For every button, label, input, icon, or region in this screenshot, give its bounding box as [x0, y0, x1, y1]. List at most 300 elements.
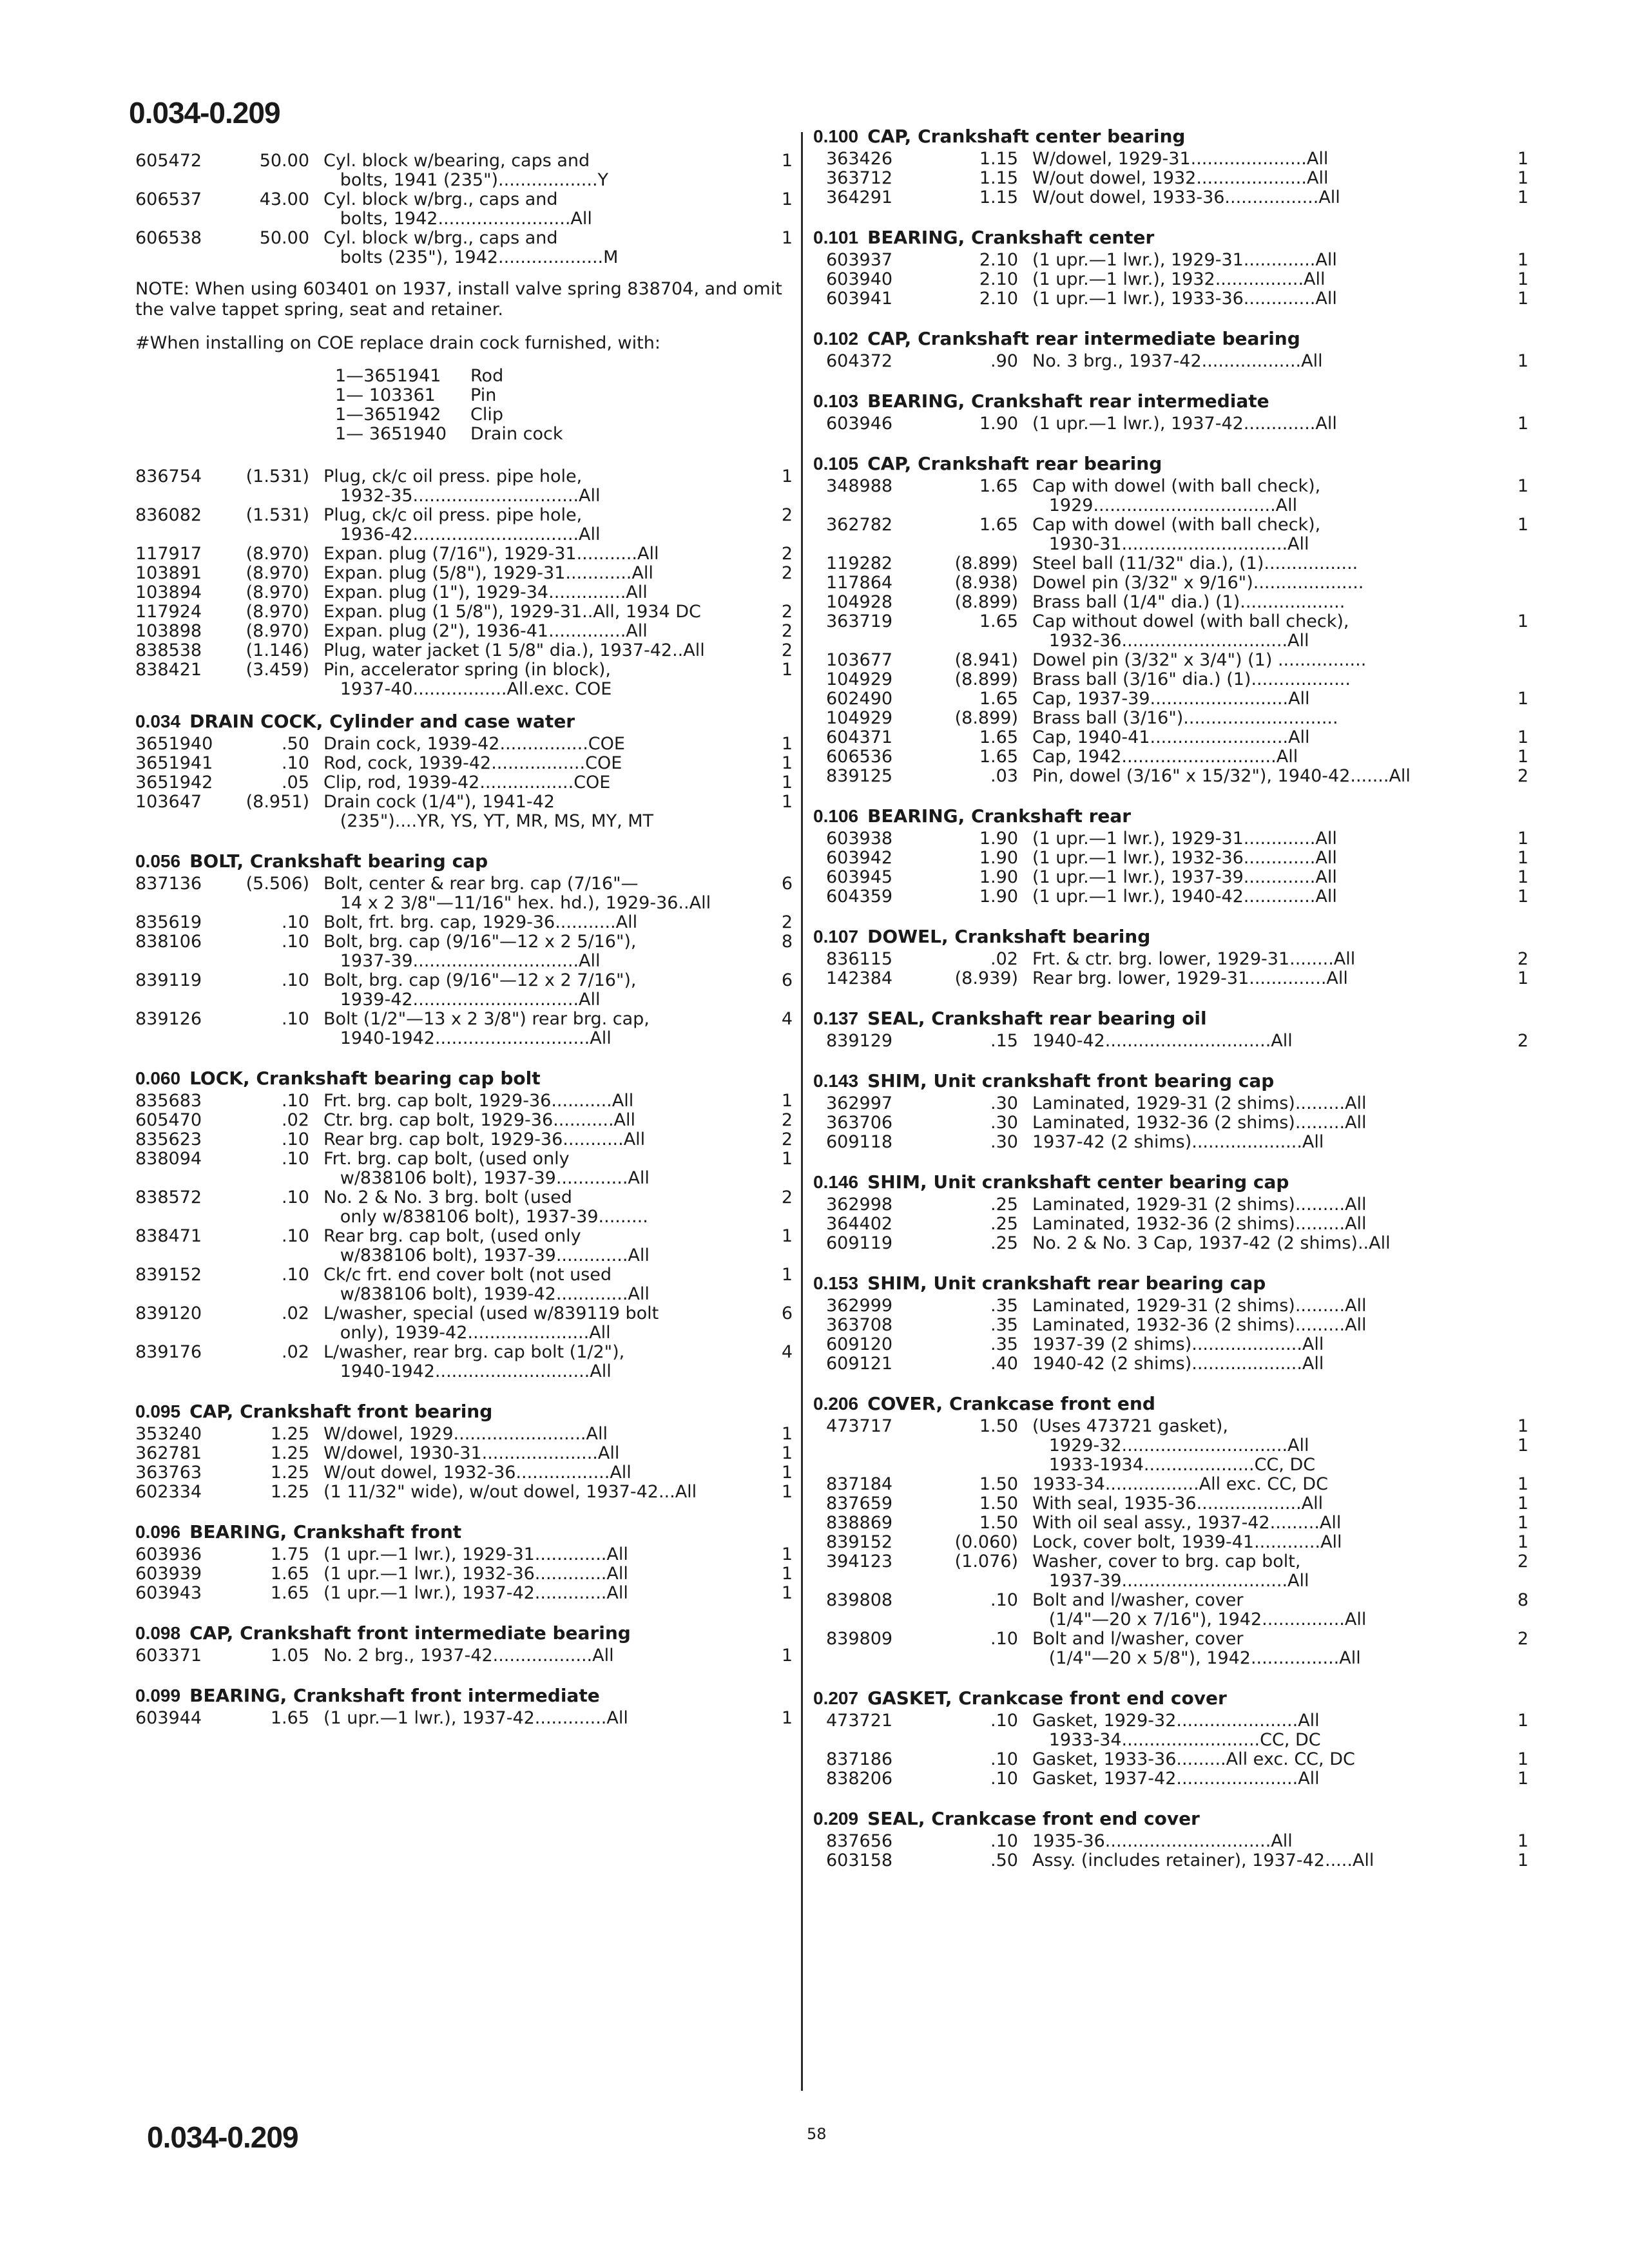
section-title: CAP, Crankshaft center bearing: [867, 126, 1186, 147]
part-row: [813, 1533, 1528, 1552]
part-quantity: 2: [781, 563, 793, 583]
part-price: 43.00: [259, 189, 309, 209]
part-price: 1.75: [270, 1544, 309, 1564]
part-number: 362782: [826, 515, 893, 535]
part-quantity: [1477, 573, 1528, 593]
install-item-name: Rod: [470, 366, 504, 386]
section-0-207: [813, 1687, 1528, 1789]
part-row: [813, 169, 1528, 188]
section-0-098: [135, 1622, 793, 1666]
part-quantity: 1: [1517, 611, 1528, 631]
part-description: Washer, cover to brg. cap bolt, 1937-39..............................All: [1032, 1552, 1309, 1591]
part-row: [135, 1584, 793, 1603]
part-description: No. 3 brg., 1937-42..................All: [1032, 351, 1323, 371]
part-quantity: 1: [781, 1424, 793, 1444]
section-number: 0.137: [813, 1008, 859, 1028]
part-row: [813, 728, 1528, 747]
page-range-header: 0.034-0.209: [129, 96, 280, 130]
part-description: Expan. plug (7/16"), 1929-31...........All: [323, 544, 659, 564]
part-quantity: 8: [781, 932, 793, 952]
part-number: 837184: [826, 1474, 893, 1494]
section-heading: [813, 328, 1528, 349]
part-row: [813, 1629, 1528, 1668]
part-quantity: 2: [781, 912, 793, 932]
section-0-107: [813, 926, 1528, 988]
part-price: .25: [990, 1195, 1018, 1215]
cylinder-block-rows: [135, 151, 793, 267]
part-row: [813, 1552, 1528, 1591]
install-item-name: Pin: [470, 385, 497, 405]
part-number: 117924: [135, 602, 202, 622]
section-heading: [813, 126, 1528, 147]
part-row: [813, 829, 1528, 849]
section-number: 0.143: [813, 1071, 859, 1091]
part-price: (8.939): [954, 968, 1018, 988]
part-price: .90: [990, 351, 1018, 371]
part-number: 473717: [826, 1416, 893, 1436]
part-quantity: 2: [781, 505, 793, 525]
part-price: .10: [282, 1265, 309, 1285]
part-row: [813, 1133, 1528, 1152]
part-number: 362997: [826, 1093, 893, 1113]
part-row: [813, 289, 1528, 309]
part-quantity: 1: [781, 660, 793, 680]
part-price: .30: [990, 1113, 1018, 1133]
part-quantity: 2: [1517, 1552, 1528, 1571]
part-description: Pin, accelerator spring (in block), 1937-40.................All.exc. COE: [323, 660, 612, 699]
part-price: (8.970): [246, 602, 309, 622]
part-price: .02: [282, 1110, 309, 1130]
part-number: 603937: [826, 250, 893, 270]
part-description: Bolt (1/2"—13 x 2 3/8") rear brg. cap, 1940-1942............................All: [323, 1009, 650, 1048]
part-description: With oil seal assy., 1937-42.........All: [1032, 1513, 1342, 1533]
section-heading: [813, 926, 1528, 947]
part-description: W/out dowel, 1932-36.................All: [323, 1463, 631, 1483]
part-row: [135, 913, 793, 932]
part-quantity: 1: [781, 1564, 793, 1584]
part-quantity: [1477, 651, 1528, 670]
part-number: 839809: [826, 1629, 893, 1649]
part-row: [135, 622, 793, 641]
part-description: Clip, rod, 1939-42.................COE: [323, 773, 611, 793]
part-number: 609121: [826, 1354, 893, 1374]
section-number: 0.100: [813, 126, 859, 146]
part-number: 836115: [826, 949, 893, 969]
part-number: 603946: [826, 414, 893, 434]
part-number: 837136: [135, 874, 202, 894]
part-description: 1940-42..............................All: [1032, 1031, 1293, 1051]
part-price: (8.970): [246, 563, 309, 583]
part-description: Gasket, 1933-36.........All exc. CC, DC: [1032, 1749, 1355, 1769]
section-0-034: [135, 711, 793, 831]
part-description: (1 upr.—1 lwr.), 1932-36.............All: [323, 1564, 628, 1584]
part-price: 2.10: [979, 289, 1018, 309]
install-item-name: Drain cock: [470, 424, 563, 444]
part-number: 3651940: [135, 734, 213, 754]
part-row: [813, 1335, 1528, 1354]
part-row: [135, 1564, 793, 1584]
part-price: 1.25: [270, 1443, 309, 1463]
section-title: CAP, Crankshaft front bearing: [189, 1401, 493, 1422]
part-description: 1935-36..............................All: [1032, 1831, 1293, 1851]
part-row: [813, 1113, 1528, 1133]
part-quantity: 1: [781, 1708, 793, 1728]
install-item-name: Clip: [470, 405, 503, 425]
part-price: .10: [282, 1149, 309, 1169]
part-quantity: 1: [781, 1443, 793, 1463]
section-title: SHIM, Unit crankshaft front bearing cap: [867, 1070, 1275, 1091]
section-heading: [813, 453, 1528, 474]
part-quantity: 1: [781, 1091, 793, 1111]
section-number: 0.107: [813, 927, 859, 947]
part-quantity: 1: [1517, 689, 1528, 709]
section-0-105: [813, 453, 1528, 786]
part-row: [813, 554, 1528, 573]
part-price: 1.65: [979, 476, 1018, 496]
part-quantity: 6: [781, 1303, 793, 1323]
part-row: [813, 969, 1528, 988]
part-row: [813, 612, 1528, 651]
part-row: [813, 651, 1528, 670]
part-number: 602490: [826, 689, 893, 709]
part-description: (1 upr.—1 lwr.), 1932................All: [1032, 269, 1325, 289]
part-quantity: 6: [781, 970, 793, 990]
part-row: [813, 1417, 1528, 1475]
part-quantity: 2: [1517, 766, 1528, 786]
part-description: Frt. brg. cap bolt, 1929-36...........All: [323, 1091, 634, 1111]
part-description: Rod, cock, 1939-42.................COE: [323, 753, 622, 773]
section-number: 0.103: [813, 391, 859, 411]
part-number: 603943: [135, 1583, 202, 1603]
section-heading: [813, 1808, 1528, 1829]
part-number: 839120: [135, 1303, 202, 1323]
section-number: 0.106: [813, 806, 859, 826]
part-description: Rear brg. lower, 1929-31..............All: [1032, 968, 1348, 988]
part-price: .05: [282, 773, 309, 793]
part-quantity: 1: [781, 792, 793, 812]
part-price: 1.25: [270, 1424, 309, 1444]
part-row: [135, 602, 793, 622]
part-description: No. 2 & No. 3 brg. bolt (used only w/838106 bolt), 1937-39.........: [323, 1187, 648, 1227]
section-title: BEARING, Crankshaft front intermediate: [189, 1685, 600, 1706]
section-title: BEARING, Crankshaft center: [867, 227, 1155, 248]
part-price: (8.970): [246, 544, 309, 564]
part-number: 835683: [135, 1091, 202, 1111]
section-heading: [135, 1401, 793, 1422]
part-price: 1.05: [270, 1646, 309, 1666]
section-0-095: [135, 1401, 793, 1502]
part-price: 1.65: [979, 689, 1018, 709]
part-price: (8.941): [954, 650, 1018, 670]
section-0-209: [813, 1808, 1528, 1870]
part-row: [135, 229, 793, 267]
install-item: [335, 405, 793, 425]
part-description: With seal, 1935-36...................All: [1032, 1494, 1324, 1514]
part-price: .10: [282, 753, 309, 773]
part-price: .10: [282, 1009, 309, 1029]
part-quantity: 1: [1517, 476, 1528, 496]
part-number: 605472: [135, 151, 202, 171]
part-quantity: [1477, 1195, 1528, 1215]
part-price: .10: [990, 1590, 1018, 1610]
part-description: Laminated, 1932-36 (2 shims).........All: [1032, 1214, 1367, 1234]
section-heading: [813, 1070, 1528, 1091]
part-quantity: [1477, 1296, 1528, 1316]
part-description: Cap without dowel (with ball check), 1932-36..............................All: [1032, 611, 1349, 651]
part-quantity: 1: [781, 1583, 793, 1603]
part-number: 394123: [826, 1552, 893, 1571]
part-quantity: [1477, 1215, 1528, 1234]
part-price: (1.531): [246, 505, 309, 525]
part-number: 839808: [826, 1590, 893, 1610]
part-quantity: [1477, 709, 1528, 728]
part-description: L/washer, special (used w/839119 bolt only), 1939-42......................All: [323, 1303, 659, 1343]
part-price: 1.65: [979, 611, 1018, 631]
part-price: .30: [990, 1132, 1018, 1152]
part-quantity: 6: [781, 874, 793, 894]
section-heading: [813, 1687, 1528, 1709]
part-number: 604372: [826, 351, 893, 371]
part-price: (5.506): [246, 874, 309, 894]
section-number: 0.207: [813, 1688, 859, 1708]
part-quantity: [747, 583, 793, 602]
part-row: [135, 874, 793, 913]
part-quantity: 1: [781, 1265, 793, 1285]
part-price: .15: [990, 1031, 1018, 1051]
part-price: 1.15: [979, 168, 1018, 188]
part-row: [813, 188, 1528, 207]
part-number: 838421: [135, 660, 202, 680]
part-row: [135, 735, 793, 754]
part-number: 103894: [135, 582, 202, 602]
part-price: 1.50: [979, 1513, 1018, 1533]
section-title: SEAL, Crankcase front end cover: [867, 1808, 1200, 1829]
part-quantity: 2: [781, 602, 793, 622]
part-quantity: 1: [781, 734, 793, 754]
part-number: 839152: [135, 1265, 202, 1285]
part-price: 1.25: [270, 1463, 309, 1483]
part-number: 603936: [135, 1544, 202, 1564]
part-price: .40: [990, 1354, 1018, 1374]
part-price: .50: [990, 1850, 1018, 1870]
part-price: .10: [282, 1187, 309, 1207]
part-price: .50: [282, 734, 309, 754]
part-description: Bolt and l/washer, cover (1/4"—20 x 7/16"), 1942...............All: [1032, 1590, 1367, 1629]
part-quantity: 1: [1517, 1831, 1528, 1851]
part-price: 1.90: [979, 887, 1018, 907]
part-number: 609119: [826, 1233, 893, 1253]
section-0-100: [813, 126, 1528, 207]
part-price: .10: [282, 932, 309, 952]
part-quantity: 1: [1517, 1532, 1528, 1552]
part-row: [813, 251, 1528, 270]
part-row: [813, 767, 1528, 786]
part-number: 348988: [826, 476, 893, 496]
part-row: [813, 887, 1528, 907]
part-quantity: 1: [1517, 351, 1528, 371]
part-description: Bolt, brg. cap (9/16"—12 x 2 7/16"), 1939-42..............................All: [323, 970, 637, 1010]
part-price: (8.899): [954, 669, 1018, 689]
part-description: (1 upr.—1 lwr.), 1929-31.............All: [323, 1544, 628, 1564]
part-quantity: 1: [1517, 149, 1528, 169]
part-price: (1.076): [954, 1552, 1018, 1571]
part-number: 363763: [135, 1463, 202, 1483]
part-row: [135, 1304, 793, 1343]
section-number: 0.209: [813, 1809, 859, 1829]
part-price: .10: [990, 1749, 1018, 1769]
part-quantity: [1477, 1234, 1528, 1253]
part-number: 839126: [135, 1009, 202, 1029]
part-row: [813, 689, 1528, 709]
part-description: Plug, ck/c oil press. pipe hole, 1932-35..............................All: [323, 466, 601, 506]
part-description: (1 upr.—1 lwr.), 1937-42.............All: [323, 1583, 628, 1603]
section-0-143: [813, 1070, 1528, 1152]
part-description: W/out dowel, 1933-36.................All: [1032, 187, 1340, 207]
part-row: [813, 149, 1528, 169]
part-description: Frt. & ctr. brg. lower, 1929-31........All: [1032, 949, 1356, 969]
part-quantity: 1: [1517, 1513, 1528, 1533]
part-row: [813, 414, 1528, 434]
part-description: Bolt, brg. cap (9/16"—12 x 2 5/16"), 1937-39..............................All: [323, 932, 637, 971]
section-heading: [813, 1273, 1528, 1294]
section-heading: [813, 1008, 1528, 1029]
part-price: (3.459): [246, 660, 309, 680]
part-row: [135, 467, 793, 506]
part-price: 1.90: [979, 848, 1018, 868]
part-row: [813, 1094, 1528, 1113]
section-number: 0.060: [135, 1068, 181, 1088]
section-0-153: [813, 1273, 1528, 1374]
section-number: 0.153: [813, 1273, 859, 1293]
part-quantity: 2: [781, 544, 793, 564]
part-row: [135, 1091, 793, 1111]
part-number: 837656: [826, 1831, 893, 1851]
section-heading: [813, 1393, 1528, 1414]
part-row: [813, 477, 1528, 515]
part-price: .02: [282, 1342, 309, 1362]
section-heading: [135, 1622, 793, 1644]
part-description: (1 upr.—1 lwr.), 1937-39.............All: [1032, 867, 1337, 887]
left-sections: [135, 711, 793, 1728]
part-row: [135, 1265, 793, 1304]
part-quantity: 1: [1517, 515, 1528, 535]
part-number: 363712: [826, 168, 893, 188]
part-price: (8.899): [954, 553, 1018, 573]
part-description: Dowel pin (3/32" x 3/4") (1) ................: [1032, 650, 1367, 670]
part-quantity: 2: [781, 1129, 793, 1149]
part-row: [813, 670, 1528, 689]
part-number: 3651942: [135, 773, 213, 793]
part-quantity: 1: [1517, 414, 1528, 434]
section-number: 0.095: [135, 1401, 181, 1421]
section-0-096: [135, 1521, 793, 1603]
column-divider: [801, 132, 803, 2091]
part-description: Drain cock (1/4"), 1941-42 (235")....YR, YS, YT, MR, MS, MY, MT: [323, 792, 654, 831]
part-number: 839125: [826, 766, 893, 786]
part-price: 2.10: [979, 250, 1018, 270]
part-number: 103677: [826, 650, 893, 670]
part-price: 1.65: [979, 747, 1018, 767]
part-description: Bolt, frt. brg. cap, 1929-36...........All: [323, 912, 638, 932]
part-description: 1937-42 (2 shims)....................All: [1032, 1132, 1324, 1152]
section-title: BEARING, Crankshaft front: [189, 1521, 462, 1542]
part-row: [135, 151, 793, 190]
part-row: [813, 1296, 1528, 1316]
part-row: [135, 564, 793, 583]
part-price: .35: [990, 1334, 1018, 1354]
part-number: 838471: [135, 1226, 202, 1246]
part-price: 1.50: [979, 1494, 1018, 1514]
part-number: 836082: [135, 505, 202, 525]
part-price: 1.65: [979, 515, 1018, 535]
part-quantity: [1477, 670, 1528, 689]
part-number: 835619: [135, 912, 202, 932]
part-row: [135, 754, 793, 773]
part-number: 603939: [135, 1564, 202, 1584]
part-row: [135, 1463, 793, 1483]
part-number: 604359: [826, 887, 893, 907]
part-price: (0.060): [954, 1532, 1018, 1552]
part-quantity: 2: [781, 1110, 793, 1130]
part-quantity: 1: [781, 1463, 793, 1483]
part-quantity: 1: [781, 1226, 793, 1246]
part-quantity: 1: [1517, 829, 1528, 849]
part-price: 1.65: [979, 727, 1018, 747]
part-description: Steel ball (11/32" dia.), (1).................: [1032, 553, 1358, 573]
coe-install-list: [335, 367, 793, 444]
part-number: 104928: [826, 592, 893, 612]
part-row: [135, 793, 793, 831]
section-0-106: [813, 805, 1528, 907]
part-row: [813, 1514, 1528, 1533]
part-number: 363426: [826, 149, 893, 169]
part-price: 1.65: [270, 1708, 309, 1728]
part-row: [135, 1343, 793, 1381]
part-row: [135, 971, 793, 1010]
part-description: 1937-39 (2 shims)....................All: [1032, 1334, 1324, 1354]
part-number: 119282: [826, 553, 893, 573]
section-0-102: [813, 328, 1528, 371]
part-price: .25: [990, 1214, 1018, 1234]
part-price: (8.899): [954, 592, 1018, 612]
section-heading: [135, 1685, 793, 1706]
part-description: (1 upr.—1 lwr.), 1929-31.............All: [1032, 250, 1337, 270]
part-price: 1.50: [979, 1474, 1018, 1494]
part-row: [813, 1234, 1528, 1253]
part-quantity: 1: [1517, 269, 1528, 289]
section-heading: [135, 711, 793, 732]
part-number: 103647: [135, 792, 202, 812]
part-description: Pin, dowel (3/16" x 15/32"), 1940-42.......All: [1032, 766, 1411, 786]
part-row: [135, 1130, 793, 1149]
part-number: 605470: [135, 1110, 202, 1130]
part-number: 603940: [826, 269, 893, 289]
part-quantity: 1: [1517, 187, 1528, 207]
part-quantity: 1: [781, 228, 793, 248]
part-quantity: 1: [781, 189, 793, 209]
part-row: [135, 1010, 793, 1048]
part-quantity: 1: [1517, 887, 1528, 907]
part-number: 142384: [826, 968, 893, 988]
part-price: (8.970): [246, 582, 309, 602]
part-description: Bolt and l/washer, cover (1/4"—20 x 5/8"), 1942................All: [1032, 1629, 1361, 1668]
part-quantity: 1: [1517, 968, 1528, 988]
section-number: 0.105: [813, 454, 859, 474]
part-price: .10: [282, 1129, 309, 1149]
left-column: [135, 151, 793, 1747]
part-quantity: [1477, 593, 1528, 612]
section-0-146: [813, 1171, 1528, 1253]
